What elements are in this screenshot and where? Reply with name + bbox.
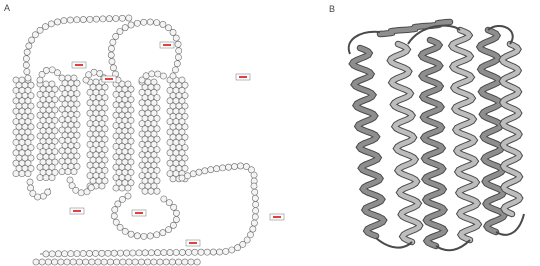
residue-circle: [225, 164, 231, 170]
panel-a-label: A: [4, 3, 11, 13]
residue-circle: [25, 171, 31, 177]
residue-circle: [48, 21, 54, 27]
annotation-tag: [132, 210, 146, 216]
residue-circle: [124, 250, 130, 256]
residue-circle: [93, 16, 99, 22]
residue-circle: [110, 39, 116, 45]
residue-circle: [67, 177, 73, 183]
residue-circle: [113, 219, 119, 225]
residue-circle: [163, 259, 169, 265]
residue-circle: [138, 259, 144, 265]
residue-circle: [223, 248, 229, 254]
residue-circle: [188, 259, 194, 265]
residue-circle: [125, 185, 131, 191]
loop-path: [40, 186, 256, 254]
residue-circle: [33, 259, 39, 265]
residue-circle: [128, 231, 134, 237]
residue-circle: [120, 259, 126, 265]
residue-circle: [67, 17, 73, 23]
residue-circle: [32, 32, 38, 38]
residue-circle: [154, 188, 160, 194]
helix-ribbon: [422, 40, 445, 246]
residue-circle: [170, 176, 176, 182]
residue-circle: [89, 259, 95, 265]
residue-circle: [64, 259, 70, 265]
residue-circle: [252, 214, 258, 220]
residue-circle: [99, 183, 105, 189]
helix-ribbon: [502, 44, 520, 214]
residue-circle: [190, 171, 196, 177]
residue-circle: [173, 249, 179, 255]
annotation-tag: [186, 240, 200, 246]
residue-circle: [87, 16, 93, 22]
residue-circle: [110, 65, 116, 71]
residue-circle: [58, 259, 64, 265]
residue-circle: [160, 230, 166, 236]
transmembrane-helix: [87, 79, 108, 189]
residue-circle: [65, 169, 71, 175]
residue-circle: [174, 61, 180, 67]
residue-circle: [134, 20, 140, 26]
residue-circle: [141, 233, 147, 239]
residue-circle: [176, 48, 182, 54]
residue-circle: [142, 250, 148, 256]
residue-circle: [237, 163, 243, 169]
residue-circle: [186, 249, 192, 255]
residue-circle: [147, 19, 153, 25]
residue-circle: [78, 190, 84, 196]
residue-circle: [130, 250, 136, 256]
residue-circle: [125, 193, 131, 199]
residue-circle: [251, 172, 257, 178]
residue-circle: [39, 259, 45, 265]
residue-circle: [250, 226, 256, 232]
residue-circle: [114, 259, 120, 265]
residue-circle: [113, 33, 119, 39]
transmembrane-helix: [59, 75, 80, 175]
residue-circle: [59, 169, 65, 175]
residue-circle: [208, 167, 214, 173]
residue-circle: [148, 188, 154, 194]
residue-circle: [122, 25, 128, 31]
residue-circle: [220, 165, 226, 171]
residue-circle: [74, 250, 80, 256]
residue-circle: [54, 70, 60, 76]
residue-circle: [24, 49, 30, 55]
residue-circle: [251, 183, 257, 189]
residue-circle: [173, 35, 179, 41]
residue-circle: [170, 73, 176, 79]
residue-circle: [122, 228, 128, 234]
residue-circles: [13, 15, 259, 265]
residue-circle: [106, 16, 112, 22]
residue-circle: [252, 195, 258, 201]
residue-circle: [155, 250, 161, 256]
residue-circle: [196, 169, 202, 175]
residue-circle: [43, 67, 49, 73]
helix-ribbons: [349, 22, 524, 250]
residue-circle: [37, 27, 43, 33]
residue-circle: [148, 250, 154, 256]
residue-circle: [145, 259, 151, 265]
residue-circle: [95, 259, 101, 265]
residue-circle: [154, 19, 160, 25]
residue-circle: [117, 250, 123, 256]
residue-circle: [24, 68, 30, 74]
transmembrane-helix: [139, 79, 160, 194]
residue-circle: [149, 71, 155, 77]
residue-circle: [19, 171, 25, 177]
residue-circle: [253, 201, 259, 207]
residue-circle: [29, 37, 35, 43]
residue-circle: [117, 28, 123, 34]
residue-circle: [23, 62, 29, 68]
residue-circle: [143, 73, 149, 79]
residue-circle: [214, 166, 220, 172]
helix-ribbon: [390, 44, 420, 242]
residue-circle: [202, 168, 208, 174]
residue-circle: [170, 222, 176, 228]
residue-circle: [43, 251, 49, 257]
transmembrane-helix: [37, 81, 58, 181]
residue-circle: [93, 250, 99, 256]
residue-circle: [161, 250, 167, 256]
residue-circle: [166, 200, 172, 206]
residue-circle: [172, 67, 178, 73]
residue-circle: [231, 163, 237, 169]
residue-circle: [154, 232, 160, 238]
residue-circle: [61, 18, 67, 24]
residue-circle: [74, 17, 80, 23]
residue-circle: [134, 233, 140, 239]
residue-circle: [113, 185, 119, 191]
residue-circle: [204, 249, 210, 255]
residue-circle: [111, 213, 117, 219]
helix-ribbon: [452, 30, 479, 240]
residue-circle: [128, 22, 134, 28]
residue-circle: [88, 185, 94, 191]
residue-circle: [167, 249, 173, 255]
residue-circle: [112, 207, 118, 213]
residue-circle: [142, 188, 148, 194]
residue-circle: [115, 201, 121, 207]
residue-circle: [251, 220, 257, 226]
residue-circle: [141, 19, 147, 25]
residue-circle: [35, 194, 41, 200]
residue-circle: [86, 250, 92, 256]
residue-circle: [119, 196, 125, 202]
residue-circle: [165, 227, 171, 233]
residue-circle: [108, 52, 114, 58]
panel-b-label: B: [329, 4, 336, 14]
residue-circle: [62, 251, 68, 257]
residue-circle: [171, 204, 177, 210]
annotation-tag: [236, 74, 250, 80]
residue-circle: [155, 71, 161, 77]
residue-circle: [176, 259, 182, 265]
residue-circle: [136, 250, 142, 256]
residue-circle: [182, 259, 188, 265]
residue-circle: [13, 171, 19, 177]
residue-circle: [198, 249, 204, 255]
residue-circle: [169, 259, 175, 265]
residue-circle: [175, 54, 181, 60]
residue-circle: [37, 77, 43, 83]
residue-circle: [234, 245, 240, 251]
transmembrane-helix: [167, 77, 188, 182]
residue-circle: [175, 41, 181, 47]
residue-circle: [165, 25, 171, 31]
residue-circle: [194, 259, 200, 265]
residue-circle: [43, 175, 49, 181]
residue-circle: [42, 24, 48, 30]
residue-circle: [109, 58, 115, 64]
residue-circle: [119, 185, 125, 191]
residue-circle: [100, 16, 106, 22]
residue-circle: [45, 189, 51, 195]
residue-circle: [54, 19, 60, 25]
residue-circle: [252, 189, 258, 195]
residue-circle: [184, 173, 190, 179]
ribbon-structure: [320, 0, 540, 266]
annotation-tag: [160, 42, 174, 48]
residue-circle: [111, 250, 117, 256]
residue-circle: [126, 259, 132, 265]
residue-circle: [25, 75, 31, 81]
residue-circle: [49, 175, 55, 181]
residue-circle: [27, 179, 33, 185]
residue-circle: [157, 259, 163, 265]
residue-circle: [99, 250, 105, 256]
residue-circle: [216, 249, 222, 255]
residue-circle: [179, 249, 185, 255]
residue-circle: [173, 210, 179, 216]
residue-circle: [119, 15, 125, 21]
transmembrane-helix: [13, 77, 34, 177]
annotation-tag: [270, 214, 284, 220]
annotation-tag: [72, 62, 86, 68]
residue-circle: [147, 233, 153, 239]
residue-circle: [105, 250, 111, 256]
residue-circle: [253, 208, 259, 214]
residue-circle: [132, 259, 138, 265]
residue-circle: [160, 73, 166, 79]
residue-circle: [160, 21, 166, 27]
residue-circle: [108, 45, 114, 51]
residue-circle: [91, 69, 97, 75]
residue-circle: [151, 259, 157, 265]
residue-circle: [161, 196, 167, 202]
annotation-tag: [70, 208, 84, 214]
residue-circle: [68, 251, 74, 257]
residue-circle: [101, 259, 107, 265]
residue-circle: [55, 251, 61, 257]
residue-circle: [49, 251, 55, 257]
residue-circle: [117, 224, 123, 230]
helix-ribbon: [380, 22, 450, 34]
residue-circle: [71, 169, 77, 175]
residue-circle: [52, 259, 58, 265]
residue-circle: [76, 259, 82, 265]
residue-circle: [173, 216, 179, 222]
residue-circle: [107, 259, 113, 265]
transmembrane-helix: [113, 81, 134, 191]
residue-circle: [80, 250, 86, 256]
residue-circle: [80, 16, 86, 22]
residue-circle: [170, 29, 176, 35]
residue-circle: [229, 247, 235, 253]
residue-circle: [113, 15, 119, 21]
annotation-tag: [102, 76, 116, 82]
residue-circle: [26, 43, 32, 49]
residue-circle: [37, 175, 43, 181]
residue-circle: [45, 259, 51, 265]
residue-circle: [192, 249, 198, 255]
residue-circle: [23, 56, 29, 62]
residue-circle: [83, 259, 89, 265]
residue-circle: [210, 249, 216, 255]
residue-circle: [126, 15, 132, 21]
residue-circle: [70, 259, 76, 265]
helix-ribbon: [352, 48, 383, 236]
